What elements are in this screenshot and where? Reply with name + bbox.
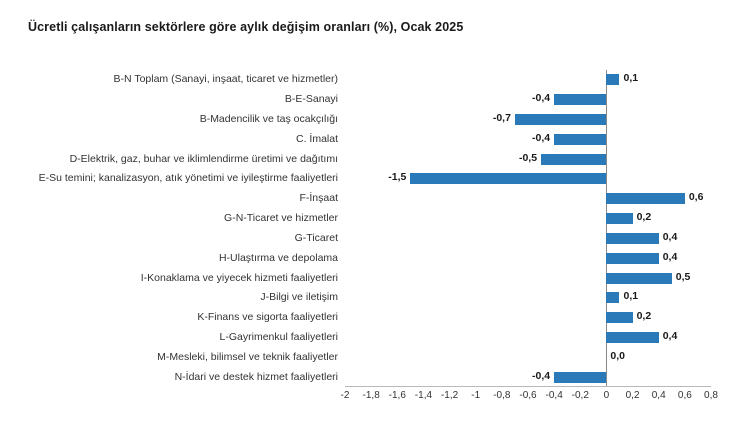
category-label: N-İdari ve destek hizmet faaliyetleri (174, 370, 338, 383)
bar-value-label: -0,5 (518, 151, 538, 164)
x-tick-label: -0,4 (545, 390, 563, 401)
bar-row (345, 329, 711, 343)
category-label: B-Madencilik ve taş ocakçılığı (199, 113, 338, 126)
x-tick-label: -0,6 (519, 390, 537, 401)
bar[interactable] (606, 292, 619, 303)
bar[interactable] (606, 233, 658, 244)
category-label: J-Bilgi ve iletişim (260, 291, 338, 304)
category-label: H-Ulaştırma ve depolama (218, 251, 338, 264)
bar-row (345, 151, 711, 165)
x-tick-label: -1,2 (440, 390, 459, 401)
x-tick-label: 0,6 (677, 390, 692, 401)
bar[interactable] (554, 94, 606, 105)
x-tick-label: 0,8 (704, 390, 718, 401)
x-tick-label: -1,8 (362, 390, 380, 401)
chart-title: Ücretli çalışanların sektörlere göre aylık değişim oranları (%), Ocak 2025 (28, 20, 464, 34)
bar-row (345, 270, 711, 284)
bar-value-label: 0,6 (688, 191, 704, 204)
bar[interactable] (606, 273, 671, 284)
category-label: B-N Toplam (Sanayi, inşaat, ticaret ve hizmetler) (113, 73, 338, 86)
bar-row (345, 230, 711, 244)
bar-row (345, 114, 711, 125)
bar-row (345, 312, 711, 323)
bar-value-label: 0,2 (636, 211, 652, 224)
bar[interactable] (541, 154, 606, 165)
bar-value-label: 0,4 (662, 250, 678, 263)
bar-row (345, 250, 711, 264)
x-tick-label: -1,6 (388, 390, 406, 401)
bar-row (345, 213, 711, 224)
x-tick-label: -2 (340, 390, 350, 401)
category-axis-labels (20, 70, 338, 387)
x-tick-label: -0,8 (493, 390, 511, 401)
x-tick-label: 0,2 (625, 390, 640, 401)
bar-row (345, 369, 711, 383)
category-label: K-Finans ve sigorta faaliyetleri (197, 311, 338, 324)
bar-value-label: 0,4 (662, 230, 678, 243)
x-tick-label: 0 (603, 390, 610, 401)
bar[interactable] (606, 74, 619, 85)
bar[interactable] (554, 372, 606, 383)
bar[interactable] (410, 173, 606, 184)
bar-value-label: -0,4 (532, 92, 551, 105)
bar-row (345, 292, 711, 303)
category-label: C. İmalat (295, 132, 338, 145)
bar[interactable] (606, 332, 658, 343)
bar-row (345, 173, 711, 184)
category-label: F-İnşaat (299, 192, 338, 205)
bar-row (345, 94, 711, 105)
bar-value-label: -0,4 (532, 131, 551, 144)
category-label: I-Konaklama ve yiyecek hizmeti faaliyetleri (140, 271, 338, 284)
bar-row (345, 349, 711, 363)
bar-value-label: -0,7 (492, 112, 511, 125)
bar-row (345, 74, 711, 85)
category-label: E-Su temini; kanalizasyon, atık yönetimi ve iyileştirme faaliyetleri (38, 172, 338, 185)
x-tick-label: -0,2 (571, 390, 589, 401)
bar[interactable] (554, 134, 606, 145)
bar-value-label: 0,4 (662, 329, 678, 342)
bar-row (345, 193, 711, 204)
bar-value-label: 0,1 (623, 290, 639, 303)
bar-row (345, 131, 711, 145)
bar-value-label: -0,4 (532, 369, 551, 382)
category-label: M-Mesleki, bilimsel ve teknik faaliyetler (157, 350, 338, 363)
bar-value-label: -1,5 (388, 171, 407, 184)
plot-area (345, 70, 711, 387)
bar[interactable] (606, 253, 658, 264)
bar[interactable] (606, 213, 632, 224)
category-label: B-E-Sanayi (284, 93, 338, 106)
bar[interactable] (606, 312, 632, 323)
bar-value-label: 0,5 (675, 270, 691, 283)
x-tick-label: 0,4 (651, 390, 666, 401)
bar[interactable] (606, 193, 684, 204)
bar-value-label: 0,1 (623, 72, 639, 85)
category-label: D-Elektrik, gaz, buhar ve iklimlendirme üretimi ve dağıtımı (69, 152, 338, 165)
category-label: G-Ticaret (294, 231, 338, 244)
category-label: L-Gayrimenkul faaliyetleri (219, 330, 338, 343)
x-tick-label: -1,4 (414, 390, 433, 401)
x-axis-line (345, 386, 711, 387)
x-axis-tick-labels (340, 390, 718, 406)
x-tick-label: -1 (471, 390, 481, 401)
category-label: G-N-Ticaret ve hizmetler (224, 212, 338, 225)
bar[interactable] (515, 114, 607, 125)
bar-value-label: 0,0 (610, 349, 626, 362)
bar-value-label: 0,2 (636, 310, 652, 323)
